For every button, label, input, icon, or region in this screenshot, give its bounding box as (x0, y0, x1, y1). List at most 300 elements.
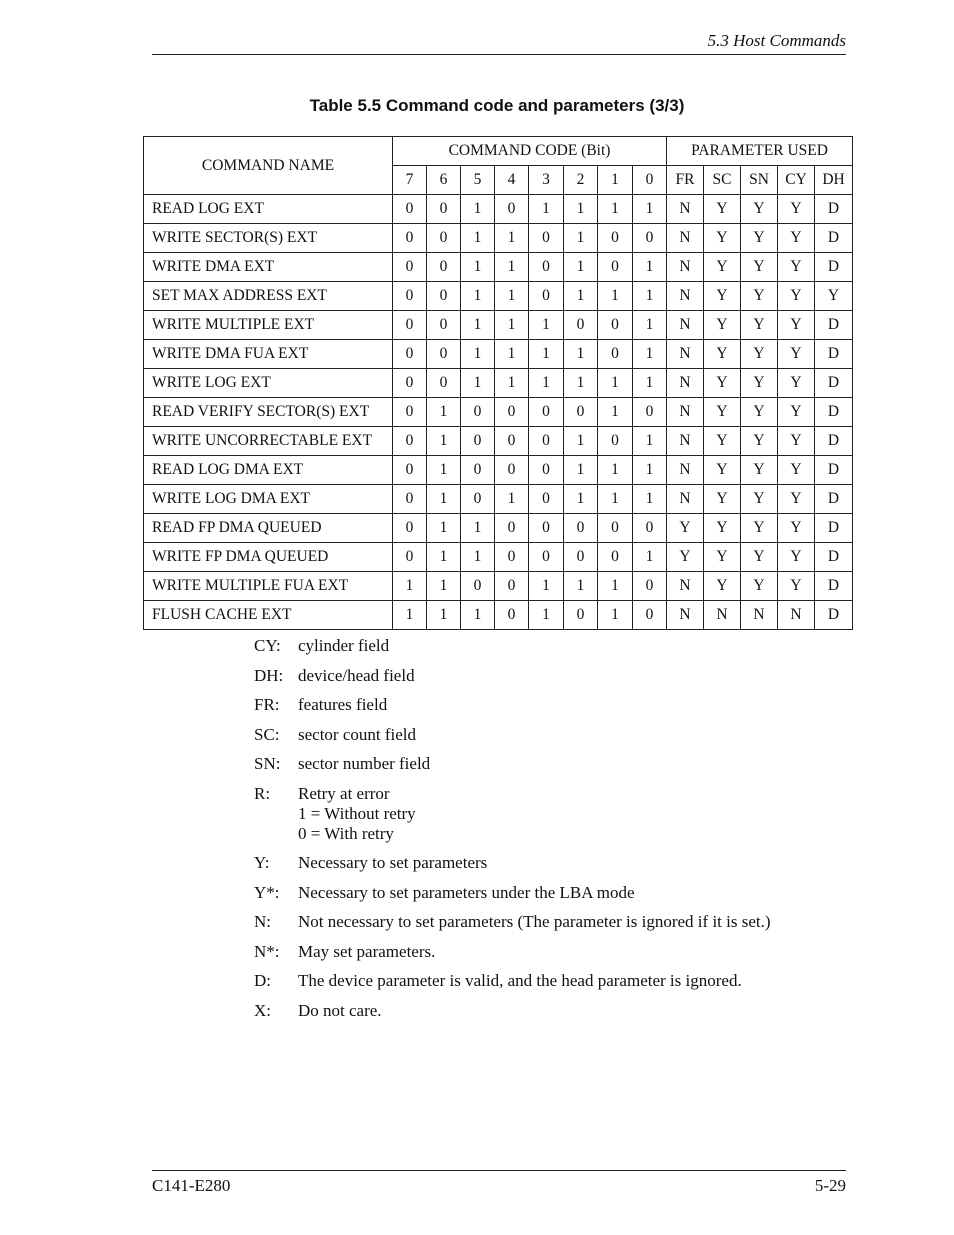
bit-cell: 1 (427, 543, 461, 572)
legend-item (254, 695, 854, 715)
bit-cell: 0 (393, 514, 427, 543)
bit-cell: 0 (633, 224, 667, 253)
param-cell: D (815, 195, 853, 224)
bit-cell: 1 (393, 572, 427, 601)
legend-description (298, 853, 854, 873)
table-row (144, 485, 853, 514)
bit-cell: 1 (529, 311, 564, 340)
param-cell: N (667, 427, 704, 456)
table-row (144, 572, 853, 601)
bit-cell: 0 (495, 514, 529, 543)
legend-description (298, 883, 854, 903)
bit-cell: 0 (529, 543, 564, 572)
header-command-name: COMMAND NAME (144, 137, 393, 195)
bit-cell: 1 (633, 282, 667, 311)
legend-line: Do not care. (298, 1000, 382, 1020)
bit-cell: 0 (427, 253, 461, 282)
legend-description (298, 695, 854, 715)
legend-line: Necessary to set parameters under the LBA mode (298, 882, 635, 902)
bit-cell: 1 (564, 369, 598, 398)
bit-cell: 0 (495, 195, 529, 224)
command-name-cell: READ VERIFY SECTOR(S) EXT (144, 398, 393, 427)
bit-cell: 0 (598, 340, 633, 369)
param-cell: Y (778, 340, 815, 369)
param-cell: Y (778, 427, 815, 456)
bit-cell: 1 (633, 195, 667, 224)
bit-cell: 0 (564, 311, 598, 340)
param-cell: N (667, 456, 704, 485)
legend-item (254, 725, 854, 745)
bit-cell: 0 (598, 543, 633, 572)
legend (254, 636, 854, 1030)
param-cell: Y (741, 427, 778, 456)
legend-line: 0 = With retry (298, 823, 394, 843)
legend-item (254, 853, 854, 873)
param-cell: D (815, 456, 853, 485)
param-cell: D (815, 369, 853, 398)
bit-cell: 0 (393, 224, 427, 253)
header-bit: 6 (427, 166, 461, 195)
param-cell: Y (704, 340, 741, 369)
bit-cell: 1 (529, 369, 564, 398)
bit-cell: 1 (393, 601, 427, 630)
bit-cell: 1 (427, 456, 461, 485)
bit-cell: 0 (633, 601, 667, 630)
bit-cell: 0 (461, 427, 495, 456)
legend-line: sector count field (298, 724, 417, 744)
page-number: 5-29 (814, 1176, 846, 1195)
bit-cell: 1 (495, 282, 529, 311)
legend-key: D: (254, 971, 271, 990)
bit-cell: 0 (461, 485, 495, 514)
bit-cell: 1 (461, 224, 495, 253)
bit-cell: 0 (529, 398, 564, 427)
param-cell: Y (704, 253, 741, 282)
table-row (144, 398, 853, 427)
command-name-cell: WRITE DMA EXT (144, 253, 393, 282)
bit-cell: 1 (633, 485, 667, 514)
bit-cell: 0 (427, 340, 461, 369)
param-cell: Y (667, 514, 704, 543)
bit-cell: 0 (461, 398, 495, 427)
bit-cell: 0 (393, 543, 427, 572)
table-caption: Table 5.5 Command code and parameters (3/3) (309, 96, 685, 115)
bit-cell: 0 (461, 572, 495, 601)
table-row (144, 543, 853, 572)
bit-cell: 0 (393, 485, 427, 514)
bit-cell: 1 (598, 195, 633, 224)
command-name-cell: WRITE LOG DMA EXT (144, 485, 393, 514)
param-cell: N (667, 195, 704, 224)
bit-cell: 1 (461, 253, 495, 282)
bit-cell: 0 (495, 456, 529, 485)
param-cell: N (667, 398, 704, 427)
param-cell: Y (704, 282, 741, 311)
bit-cell: 1 (564, 572, 598, 601)
bit-cell: 1 (427, 398, 461, 427)
table-row (144, 514, 853, 543)
page-footer (152, 1170, 846, 1196)
bit-cell: 1 (495, 224, 529, 253)
bit-cell: 0 (393, 253, 427, 282)
header-bit: 1 (598, 166, 633, 195)
bit-cell: 0 (529, 427, 564, 456)
bit-cell: 1 (598, 572, 633, 601)
param-cell: D (815, 601, 853, 630)
bit-cell: 0 (529, 485, 564, 514)
command-name-cell: WRITE UNCORRECTABLE EXT (144, 427, 393, 456)
param-cell: Y (741, 398, 778, 427)
param-cell: N (667, 369, 704, 398)
param-cell: Y (741, 543, 778, 572)
legend-description (298, 912, 854, 932)
param-cell: Y (778, 572, 815, 601)
param-cell: Y (704, 311, 741, 340)
param-cell: N (667, 485, 704, 514)
bit-cell: 1 (564, 456, 598, 485)
param-cell: Y (741, 369, 778, 398)
bit-cell: 0 (427, 369, 461, 398)
param-cell: Y (704, 514, 741, 543)
legend-key: Y: (254, 853, 270, 872)
legend-line: features field (298, 695, 388, 714)
bit-cell: 1 (633, 427, 667, 456)
bit-cell: 1 (427, 601, 461, 630)
bit-cell: 1 (598, 456, 633, 485)
bit-cell: 1 (427, 514, 461, 543)
command-name-cell: WRITE SECTOR(S) EXT (144, 224, 393, 253)
section-title: 5.3 Host Commands (707, 31, 846, 50)
table-row (144, 282, 853, 311)
legend-key: FR: (254, 695, 280, 714)
param-cell: D (815, 572, 853, 601)
bit-cell: 0 (393, 282, 427, 311)
bit-cell: 1 (598, 282, 633, 311)
bit-cell: 0 (427, 282, 461, 311)
bit-cell: 1 (495, 311, 529, 340)
header-bit: 4 (495, 166, 529, 195)
legend-description (298, 971, 854, 991)
legend-key: SC: (254, 724, 280, 744)
bit-cell: 1 (495, 340, 529, 369)
header-bit: 5 (461, 166, 495, 195)
bit-cell: 1 (427, 427, 461, 456)
param-cell: N (667, 601, 704, 630)
param-cell: D (815, 485, 853, 514)
bit-cell: 0 (564, 543, 598, 572)
header-param: CY (778, 166, 815, 195)
header-param: SC (704, 166, 741, 195)
legend-item (254, 1001, 854, 1021)
bit-cell: 0 (495, 543, 529, 572)
bit-cell: 1 (495, 485, 529, 514)
param-cell: N (667, 311, 704, 340)
legend-description (298, 636, 854, 656)
param-cell: Y (741, 224, 778, 253)
command-name-cell: WRITE MULTIPLE FUA EXT (144, 572, 393, 601)
bit-cell: 1 (529, 601, 564, 630)
param-cell: Y (741, 282, 778, 311)
table-row (144, 253, 853, 282)
param-cell: Y (704, 543, 741, 572)
bit-cell: 0 (598, 253, 633, 282)
bit-cell: 1 (461, 195, 495, 224)
param-cell: Y (815, 282, 853, 311)
bit-cell: 1 (598, 369, 633, 398)
param-cell: N (667, 224, 704, 253)
legend-line: sector number field (298, 754, 431, 773)
param-cell: Y (741, 311, 778, 340)
bit-cell: 0 (393, 427, 427, 456)
param-cell: Y (778, 398, 815, 427)
legend-key: N*: (254, 941, 280, 961)
param-cell: Y (778, 543, 815, 572)
param-cell: Y (778, 369, 815, 398)
param-cell: N (667, 282, 704, 311)
param-cell: Y (778, 195, 815, 224)
param-cell: Y (778, 485, 815, 514)
legend-item (254, 784, 854, 844)
bit-cell: 0 (529, 253, 564, 282)
bit-cell: 1 (564, 485, 598, 514)
bit-cell: 1 (461, 369, 495, 398)
page-header (152, 30, 846, 55)
param-cell: Y (778, 311, 815, 340)
param-cell: Y (741, 514, 778, 543)
header-param: DH (815, 166, 853, 195)
command-name-cell: FLUSH CACHE EXT (144, 601, 393, 630)
bit-cell: 0 (564, 601, 598, 630)
param-cell: N (778, 601, 815, 630)
bit-cell: 1 (461, 340, 495, 369)
legend-item (254, 883, 854, 903)
legend-item (254, 971, 854, 991)
bit-cell: 0 (598, 224, 633, 253)
bit-cell: 0 (393, 456, 427, 485)
table-row (144, 224, 853, 253)
bit-cell: 1 (598, 398, 633, 427)
legend-description (298, 666, 854, 686)
legend-line: cylinder field (298, 636, 390, 655)
param-cell: Y (704, 224, 741, 253)
bit-cell: 0 (598, 427, 633, 456)
legend-description (298, 754, 854, 774)
bit-cell: 1 (529, 572, 564, 601)
legend-line: Necessary to set parameters (298, 853, 488, 872)
command-name-cell: WRITE MULTIPLE EXT (144, 311, 393, 340)
header-parameter-used: PARAMETER USED (667, 137, 853, 166)
param-cell: D (815, 340, 853, 369)
param-cell: Y (667, 543, 704, 572)
legend-item (254, 912, 854, 932)
bit-cell: 0 (495, 572, 529, 601)
param-cell: Y (704, 195, 741, 224)
bit-cell: 0 (529, 456, 564, 485)
table-body (144, 195, 853, 630)
table-row (144, 369, 853, 398)
param-cell: Y (778, 514, 815, 543)
bit-cell: 0 (393, 311, 427, 340)
document-id: C141-E280 (152, 1176, 231, 1195)
legend-key: R: (254, 783, 271, 803)
bit-cell: 0 (495, 601, 529, 630)
param-cell: Y (778, 456, 815, 485)
bit-cell: 0 (633, 514, 667, 543)
bit-cell: 1 (529, 340, 564, 369)
bit-cell: 1 (427, 572, 461, 601)
param-cell: N (667, 572, 704, 601)
bit-cell: 1 (564, 253, 598, 282)
bit-cell: 0 (633, 572, 667, 601)
param-cell: N (741, 601, 778, 630)
param-cell: Y (778, 282, 815, 311)
param-cell: D (815, 253, 853, 282)
bit-cell: 0 (495, 398, 529, 427)
header-bit: 0 (633, 166, 667, 195)
param-cell: D (815, 311, 853, 340)
table-row (144, 311, 853, 340)
legend-key: Y*: (254, 882, 280, 902)
legend-item (254, 754, 854, 774)
bit-cell: 0 (393, 398, 427, 427)
bit-cell: 1 (633, 253, 667, 282)
legend-key: DH: (254, 665, 284, 685)
param-cell: Y (741, 340, 778, 369)
header-param: FR (667, 166, 704, 195)
bit-cell: 0 (598, 311, 633, 340)
bit-cell: 1 (461, 311, 495, 340)
command-name-cell: READ FP DMA QUEUED (144, 514, 393, 543)
legend-key: CY: (254, 636, 281, 655)
bit-cell: 1 (564, 282, 598, 311)
param-cell: N (704, 601, 741, 630)
legend-description (298, 784, 854, 844)
param-cell: Y (741, 485, 778, 514)
param-cell: Y (778, 253, 815, 282)
command-name-cell: WRITE DMA FUA EXT (144, 340, 393, 369)
command-name-cell: READ LOG DMA EXT (144, 456, 393, 485)
header-param: SN (741, 166, 778, 195)
bit-cell: 0 (393, 369, 427, 398)
bit-cell: 0 (393, 195, 427, 224)
param-cell: Y (741, 195, 778, 224)
bit-cell: 1 (633, 456, 667, 485)
bit-cell: 0 (461, 456, 495, 485)
legend-line: 1 = Without retry (298, 803, 416, 823)
param-cell: D (815, 224, 853, 253)
bit-cell: 1 (564, 427, 598, 456)
bit-cell: 1 (461, 601, 495, 630)
command-name-cell: SET MAX ADDRESS EXT (144, 282, 393, 311)
param-cell: Y (741, 456, 778, 485)
param-cell: Y (778, 224, 815, 253)
param-cell: Y (704, 369, 741, 398)
legend-line: May set parameters. (298, 941, 436, 961)
bit-cell: 1 (633, 311, 667, 340)
bit-cell: 0 (427, 224, 461, 253)
bit-cell: 1 (633, 543, 667, 572)
legend-line: The device parameter is valid, and the head parameter is ignored. (298, 971, 742, 990)
param-cell: D (815, 427, 853, 456)
param-cell: Y (741, 253, 778, 282)
table-row (144, 601, 853, 630)
command-name-cell: WRITE FP DMA QUEUED (144, 543, 393, 572)
bit-cell: 1 (427, 485, 461, 514)
param-cell: N (667, 253, 704, 282)
bit-cell: 1 (495, 253, 529, 282)
table-row (144, 195, 853, 224)
param-cell: N (667, 340, 704, 369)
param-cell: Y (704, 398, 741, 427)
header-bit: 2 (564, 166, 598, 195)
legend-line: Not necessary to set parameters (The parameter is ignored if it is set.) (298, 912, 771, 931)
command-table (143, 136, 853, 630)
bit-cell: 1 (598, 601, 633, 630)
legend-description (298, 725, 854, 745)
bit-cell: 0 (495, 427, 529, 456)
legend-item (254, 636, 854, 656)
bit-cell: 0 (564, 398, 598, 427)
header-bit: 3 (529, 166, 564, 195)
param-cell: D (815, 543, 853, 572)
legend-line: device/head field (298, 665, 415, 685)
param-cell: Y (704, 427, 741, 456)
bit-cell: 0 (529, 514, 564, 543)
legend-key: X: (254, 1000, 271, 1020)
bit-cell: 1 (633, 340, 667, 369)
param-cell: Y (704, 456, 741, 485)
legend-key: N: (254, 912, 271, 931)
bit-cell: 0 (633, 398, 667, 427)
table-row (144, 456, 853, 485)
bit-cell: 0 (427, 311, 461, 340)
legend-description (298, 1001, 854, 1021)
param-cell: Y (704, 572, 741, 601)
param-cell: D (815, 514, 853, 543)
bit-cell: 0 (598, 514, 633, 543)
bit-cell: 0 (564, 514, 598, 543)
bit-cell: 1 (495, 369, 529, 398)
legend-line: Retry at error (298, 783, 390, 803)
bit-cell: 1 (461, 282, 495, 311)
legend-description (298, 942, 854, 962)
param-cell: Y (741, 572, 778, 601)
table-row (144, 427, 853, 456)
param-cell: Y (704, 485, 741, 514)
command-name-cell: WRITE LOG EXT (144, 369, 393, 398)
command-name-cell: READ LOG EXT (144, 195, 393, 224)
bit-cell: 1 (598, 485, 633, 514)
header-bit: 7 (393, 166, 427, 195)
header-command-code: COMMAND CODE (Bit) (393, 137, 667, 166)
legend-key: SN: (254, 754, 281, 773)
bit-cell: 1 (564, 340, 598, 369)
param-cell: D (815, 398, 853, 427)
bit-cell: 1 (461, 514, 495, 543)
bit-cell: 0 (529, 224, 564, 253)
bit-cell: 0 (427, 195, 461, 224)
bit-cell: 1 (564, 224, 598, 253)
table-row (144, 340, 853, 369)
bit-cell: 1 (529, 195, 564, 224)
legend-item (254, 666, 854, 686)
bit-cell: 1 (461, 543, 495, 572)
legend-item (254, 942, 854, 962)
bit-cell: 1 (633, 369, 667, 398)
bit-cell: 1 (564, 195, 598, 224)
bit-cell: 0 (529, 282, 564, 311)
bit-cell: 0 (393, 340, 427, 369)
